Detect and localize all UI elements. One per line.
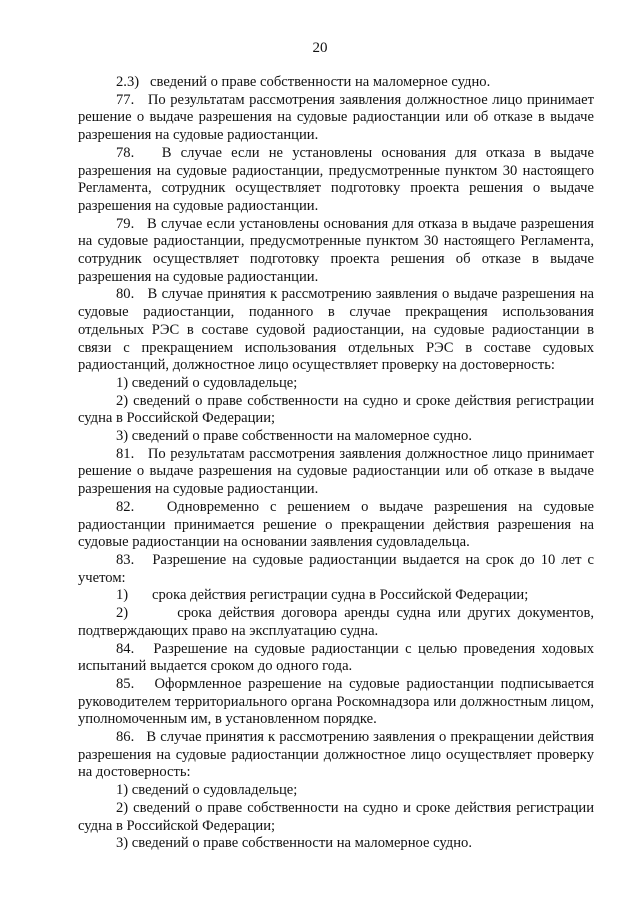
clause-80-item-3: 3) сведений о праве собственности на маломерное судно. bbox=[116, 428, 472, 445]
clause-81: 81. По результатам рассмотрения заявления должностное лицо принимает решение о выдаче разрешения на судовые радиостанции или об отказе в выдаче разрешения на судовые радиостанции. bbox=[78, 445, 594, 498]
list-text: срока действия договора аренды судна или других документов, подтверждающих право на эксплуатацию судна. bbox=[78, 605, 594, 639]
clause-80-item-2: 2) сведений о праве собственности на судно и сроке действия регистрации судна в Российской Федерации; bbox=[78, 392, 594, 427]
clause-77: 77. По результатам рассмотрения заявления должностное лицо принимает решение о выдаче разрешения на судовые радиостанции или об отказе в выдаче разрешения на судовые радиостанции. bbox=[78, 91, 594, 144]
list-text: срока действия регистрации судна в Российской Федерации; bbox=[152, 587, 529, 604]
clause-86: 86. В случае принятия к рассмотрению заявления о прекращении действия разрешения на судовые радиостанции должностное лицо осуществляет проверку на достоверность: bbox=[78, 729, 594, 781]
list-number: 1) bbox=[116, 587, 129, 604]
item-2-3: 2.3) сведений о праве собственности на маломерное судно. bbox=[116, 74, 491, 90]
clause-80: 80. В случае принятия к рассмотрению заявления о выдаче разрешения на судовые радиостанции, поданного в случае прекращения использования отдельных РЭС в составе судовой радиостанции, на судовые радиостанции в связи с прекращением использования отдельных РЭС в составе судовых радиостанций, должностное лицо осуществляет проверку на достоверность: bbox=[78, 286, 594, 374]
clause-80-item-1: 1) сведений о судовладельце; bbox=[116, 374, 298, 391]
clause-78: 78. В случае если не установлены основания для отказа в выдаче разрешения на судовые радиостанции, предусмотренные пунктом 30 настоящего Регламента, сотрудник осуществляет подготовку проекта решения о выдаче разрешения на судовые радиостанции. bbox=[78, 144, 594, 214]
page-number: 20 bbox=[312, 40, 328, 56]
clause-86-item-1: 1) сведений о судовладельце; bbox=[116, 782, 298, 799]
document-body bbox=[78, 74, 594, 853]
list-number: 2) bbox=[116, 605, 129, 622]
clause-84: 84. Разрешение на судовые радиостанции с целью проведения ходовых испытаний выдается сроком до одного года. bbox=[78, 640, 594, 675]
clause-85: 85. Оформленное разрешение на судовые радиостанции подписывается руководителем территориального органа Роскомнадзора или должностным лицом, уполномоченным им, в установленном порядке. bbox=[78, 675, 594, 728]
clause-86-item-3: 3) сведений о праве собственности на маломерное судно. bbox=[116, 835, 472, 852]
clause-83: 83. Разрешение на судовые радиостанции выдается на срок до 10 лет с учетом: bbox=[78, 551, 594, 586]
clause-79: 79. В случае если установлены основания для отказа в выдаче разрешения на судовые радиостанции, предусмотренные пунктом 30 настоящего Регламента, сотрудник осуществляет подготовку проекта решения об отказе в выдаче разрешения на судовые радиостанции. bbox=[78, 215, 594, 285]
clause-83-item-1 bbox=[78, 587, 594, 605]
clause-86-item-2: 2) сведений о праве собственности на судно и сроке действия регистрации судна в Российской Федерации; bbox=[78, 799, 594, 834]
clause-83-item-2 bbox=[78, 605, 594, 640]
clause-82: 82. Одновременно с решением о выдаче разрешения на судовые радиостанции принимается решение о прекращении действия разрешения на судовые радиостанции на основании заявления судовладельца. bbox=[78, 498, 594, 551]
